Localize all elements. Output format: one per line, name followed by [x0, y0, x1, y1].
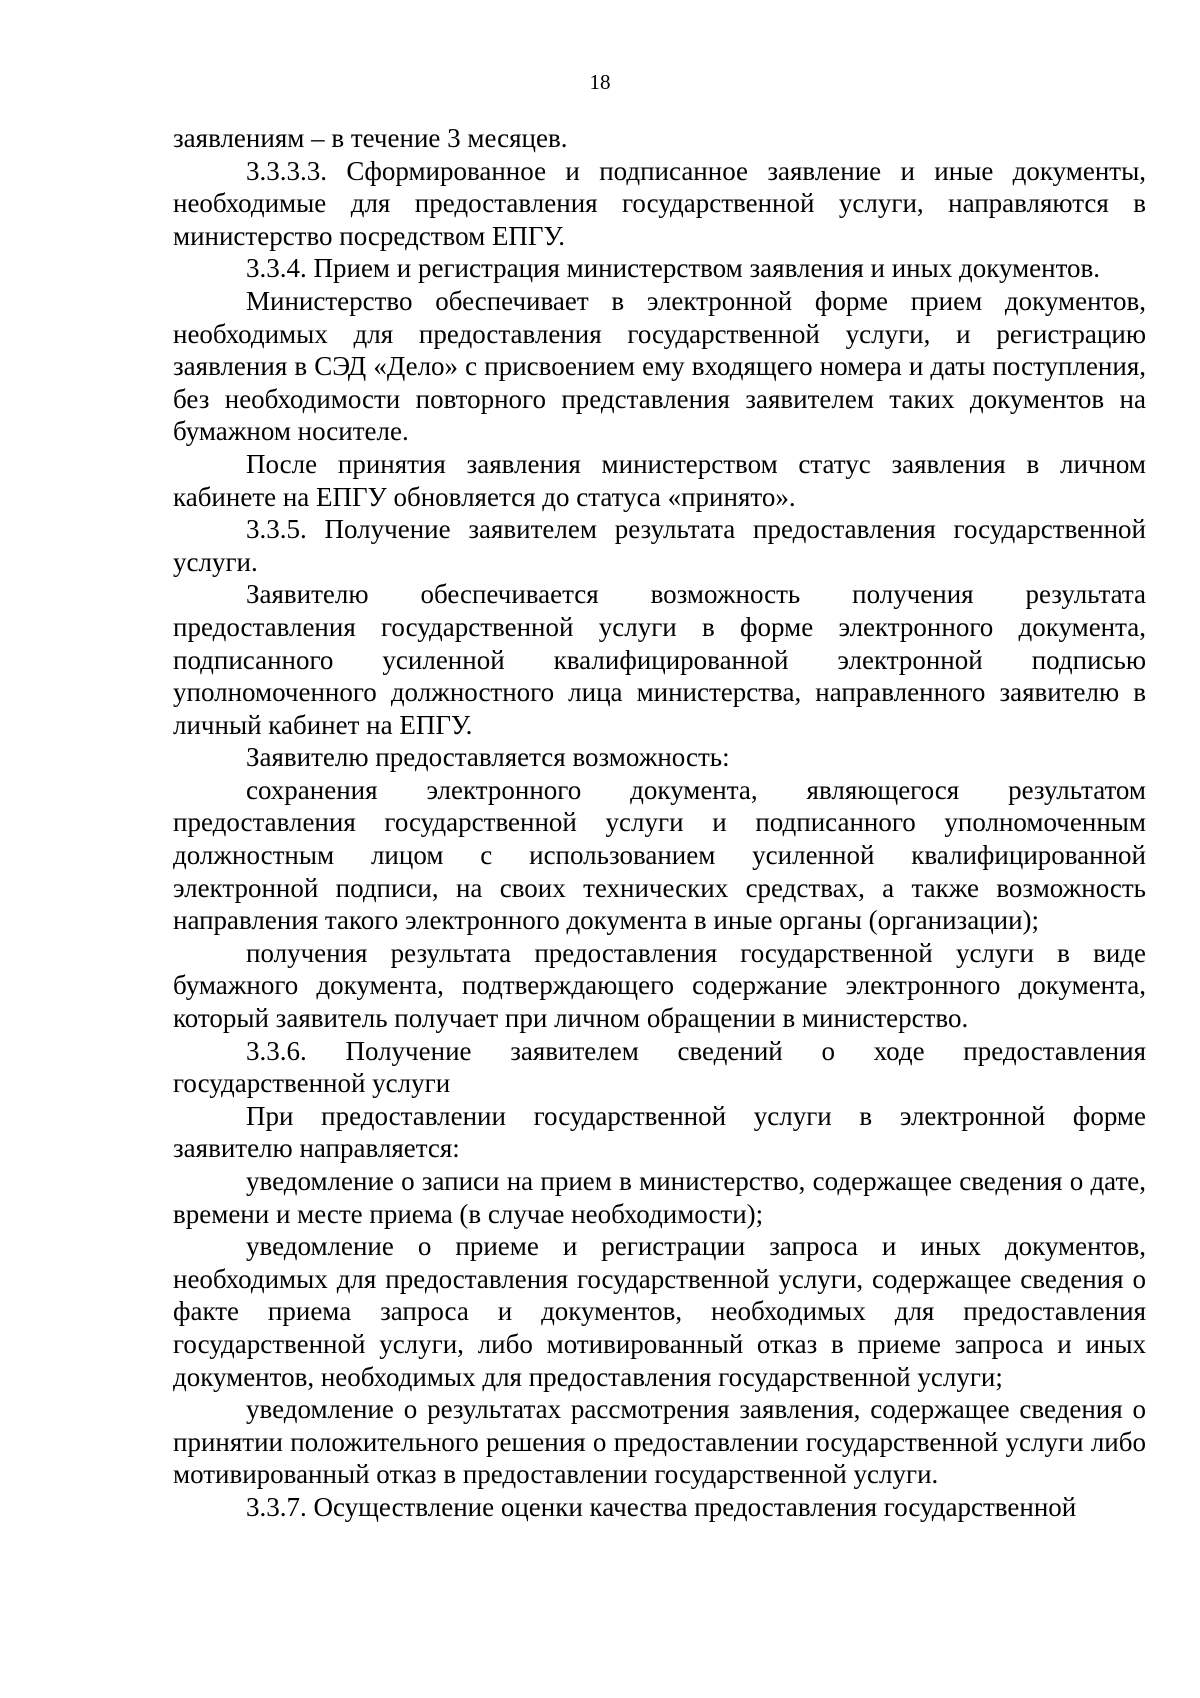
paragraph-applicant-options: Заявителю предоставляется возможность:	[246, 742, 730, 773]
paragraph-result-electronic: Заявителю обеспечивается возможность получения результата предоставления государственной услуги в форме электронного документа, подписанного усиленной квалифицированной электронной подписью уполномоченного должностного лица министерства, направленного заявителю в личный кабинет на ЕПГУ.	[173, 579, 1146, 740]
document-body	[173, 122, 1146, 1524]
paragraph-3-3-3-3: 3.3.3.3. Сформированное и подписанное заявление и иные документы, необходимые для предоставления государственной услуги, направляются в министерство посредством ЕПГУ.	[173, 155, 1146, 251]
page-number: 18	[589, 70, 611, 94]
paragraph-ministry-reception: Министерство обеспечивает в электронной форме прием документов, необходимых для предоставления государственной услуги, и регистрацию заявления в СЭД «Дело» с присвоением ему входящего номера и даты поступления, без необходимости повторного представления заявителем таких документов на бумажном носителе.	[173, 285, 1146, 447]
heading-3-3-6: 3.3.6. Получение заявителем сведений о ходе предоставления государственной услуги	[173, 1035, 1146, 1099]
list-item-result-notice: уведомление о результатах рассмотрения заявления, содержащее сведения о принятии положительного решения о предоставлении государственной услуги либо мотивированный отказ в предоставлении государственной услуги.	[173, 1394, 1146, 1490]
paragraph-notifications-intro: При предоставлении государственной услуги в электронной форме заявителю направляется:	[173, 1100, 1146, 1164]
paragraph-status-update: После принятия заявления министерством статус заявления в личном кабинете на ЕПГУ обновляется до статуса «принято».	[173, 448, 1146, 512]
list-item-save-document: сохранения электронного документа, являющегося результатом предоставления государственной услуги и подписанного уполномоченным должностным лицом с использованием усиленной квалифицированной электронной подписи, на своих технических средствах, а также возможность направления такого электронного документа в иные органы (организации);	[173, 774, 1146, 936]
paragraph-continuation: заявлениям – в течение 3 месяцев.	[173, 123, 568, 153]
list-item-registration-notice: уведомление о приеме и регистрации запроса и иных документов, необходимых для предоставления государственной услуги, содержащее сведения о факте приема запроса и документов, необходимых для предоставления государственной услуги, либо мотивированный отказ в приеме запроса и иных документов, необходимых для предоставления государственной услуги;	[173, 1231, 1146, 1392]
heading-3-3-5: 3.3.5. Получение заявителем результата предоставления государственной услуги.	[173, 514, 1146, 577]
heading-3-3-7: 3.3.7. Осуществление оценки качества предоставления государственной	[246, 1491, 1077, 1522]
list-item-paper-document: получения результата предоставления государственной услуги в виде бумажного документа, подтверждающего содержание электронного документа, который заявитель получает при личном обращении в министерство.	[173, 937, 1146, 1034]
list-item-appointment-notice: уведомление о записи на прием в министерство, содержащее сведения о дате, времени и месте приема (в случае необходимости);	[173, 1166, 1146, 1229]
heading-3-3-4: 3.3.4. Прием и регистрация министерством заявления и иных документов.	[246, 253, 1101, 284]
